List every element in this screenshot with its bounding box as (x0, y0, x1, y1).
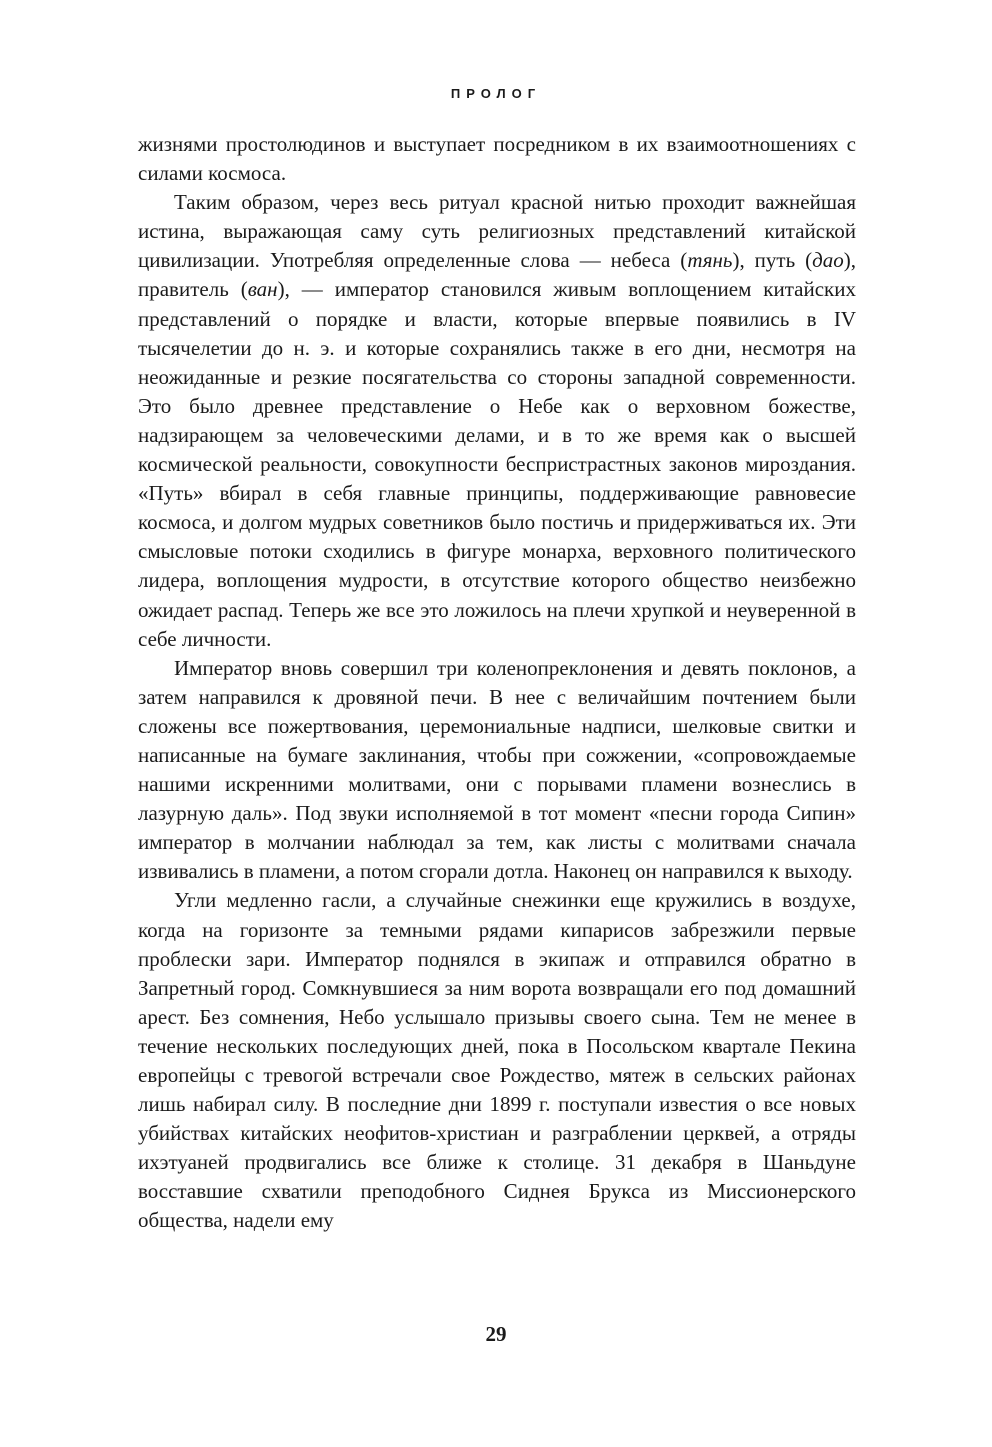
paragraph-text: ), путь ( (732, 248, 813, 273)
paragraph-text: Угли медленно гасли, а случайные снежинки еще кружились в воздухе, когда на горизонте за темными рядами кипарисов забрезжили первые проблески зари. Император поднялся в экипаж и отправился обратно в Запретный город. Сомкнувшиеся за ним ворота возвращали его под домашний арест. Без сомнения, Небо услышало призывы своего сына. Тем не менее в течение нескольких последующих дней, пока в Посольском квартале Пекина европейцы с тревогой встречали свое Рождество, мятеж в сельских районах лишь набирал силу. В последние дни 1899 г. поступали известия о все новых убийствах китайских неофитов-христиан и разграблении церквей, а отряды ихэтуаней продвигались все ближе к столице. 31 декабря в Шаньдуне восставшие схватили преподобного Сиднея Брукса из Миссионерского общества, надели ему (138, 888, 856, 1233)
running-head-title: ПРОЛОГ (450, 86, 542, 101)
paragraph-2 (138, 188, 856, 654)
paragraph-text: ), — император становился живым воплощением китайских представлений о порядке и власти, которые впервые появились в IV тысячелетии до н. э. и которые сохранялись также в его дни, несмотря на неожиданные и резкие посягательства со стороны западной современности. Это было древнее представление о Небе как о верховном божестве, надзирающем за человеческими делами, и в то же время как о высшей космической реальности, совокупности беспристрастных законов мироздания. «Путь» вбирал в себя главные принципы, поддерживающие равновесие космоса, и долгом мудрых советников было постичь и придерживаться их. Эти смысловые потоки сходились в фигуре монарха, верховного политического лидера, воплощения мудрости, в отсутствие которого общество неизбежно ожидает распад. Теперь же все это ложилось на плечи хрупкой и неуверенной в себе личности. (138, 277, 856, 651)
paragraph-3 (138, 654, 856, 887)
paragraph-4 (138, 886, 856, 1235)
paragraph-text: жизнями простолюдинов и выступает посредником в их взаимоотношениях с силами космоса. (138, 132, 856, 186)
page-number: 29 (485, 1322, 507, 1346)
paragraph-1 (138, 130, 856, 188)
paragraph-text: ), правитель ( (138, 248, 856, 302)
italic-term-van: ван (247, 277, 278, 302)
italic-term-tian: тянь (687, 248, 733, 273)
paragraph-text: Император вновь совершил три коленопреклонения и девять поклонов, а затем направился к дровяной печи. В нее с величайшим почтением были сложены все пожертвования, церемониальные надписи, шелковые свитки и написанные на бумаге заклинания, чтобы при сожжении, «сопровождаемые нашими искренними молитвами, они с порывами пламени вознеслись в лазурную даль». Под звуки исполняемой в тот момент «песни города Сипин» император в молчании наблюдал за тем, как листы с молитвами сначала извивались в пламени, а потом сгорали дотла. Наконец он направился к выходу. (138, 655, 856, 884)
paragraph-text: Таким образом, через весь ритуал красной нитью проходит важнейшая истина, выражающая саму суть религиозных представлений китайской цивилизации. Употребляя определенные слова — небеса ( (138, 190, 856, 273)
body-text (138, 130, 856, 1236)
italic-term-dao: дао (812, 248, 844, 273)
